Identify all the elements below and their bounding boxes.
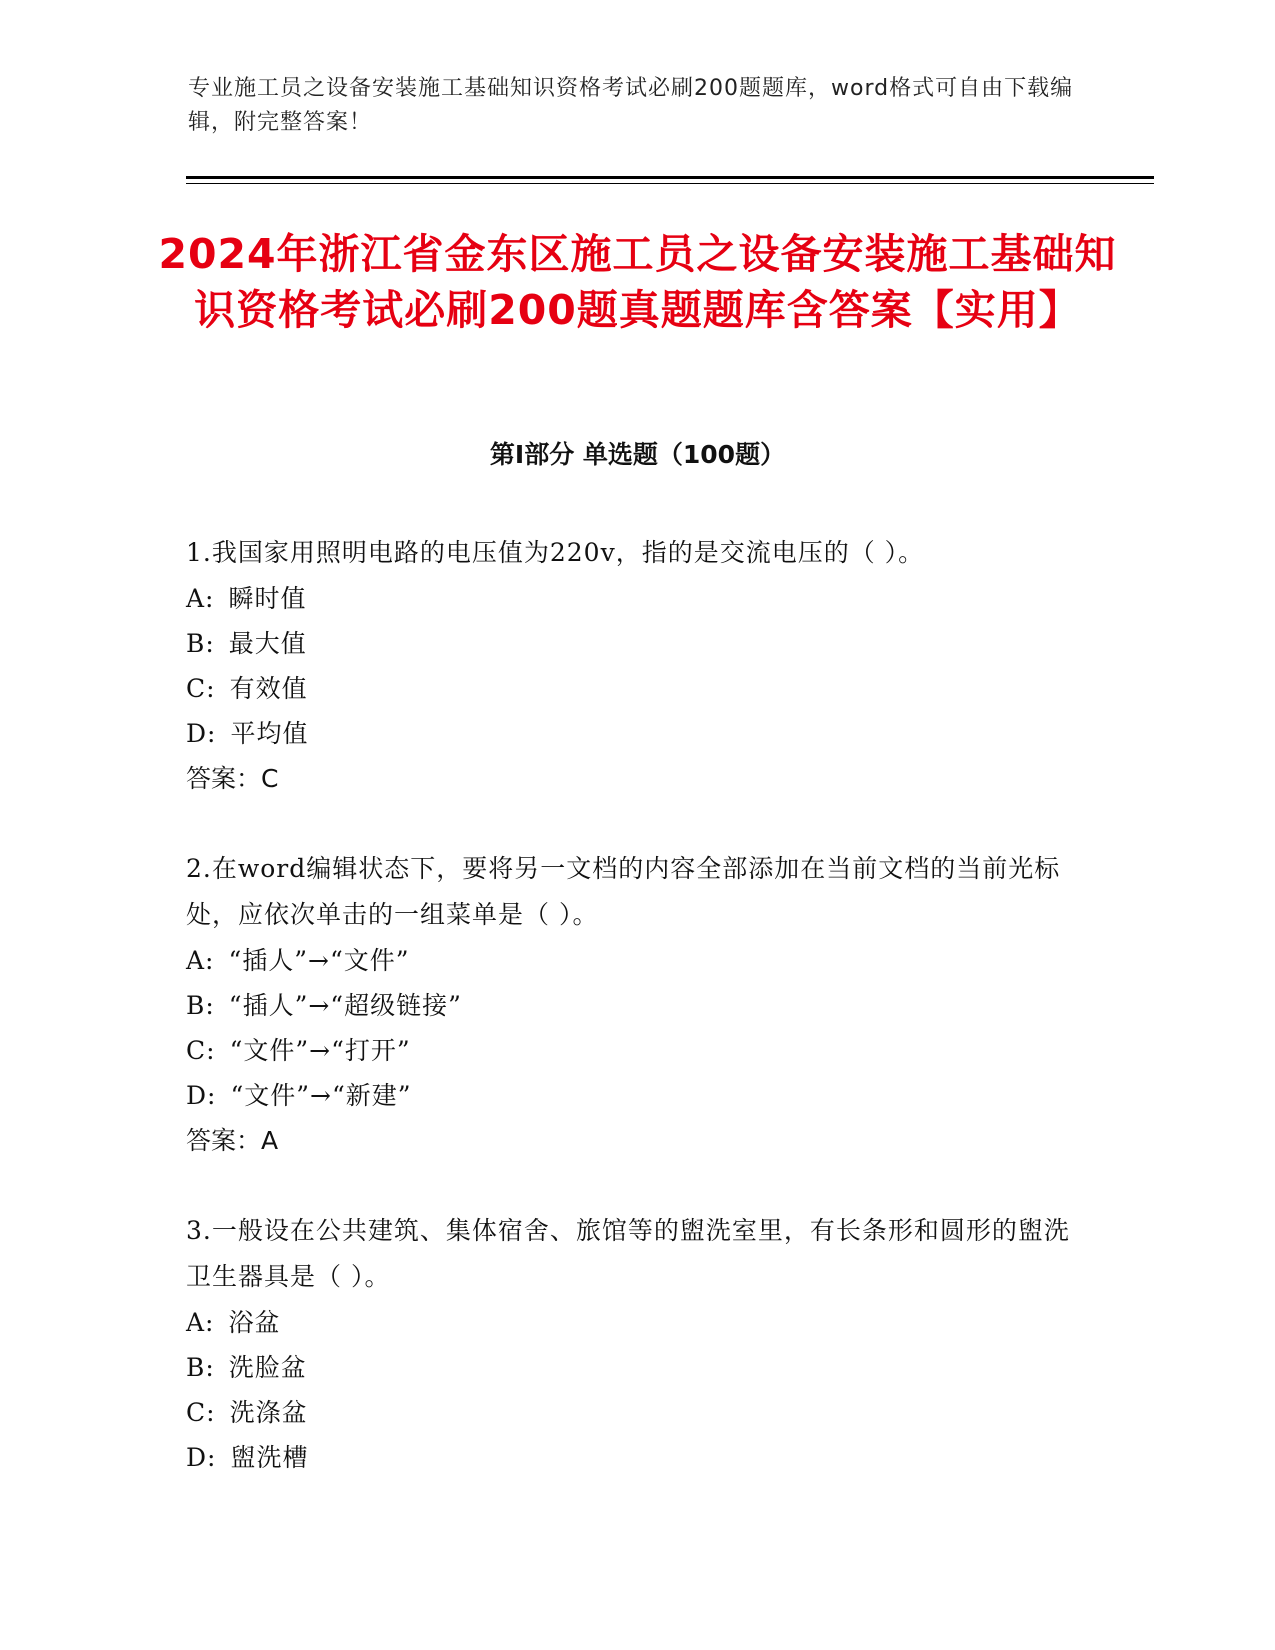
question-stem: 3.一般设在公共建筑、集体宿舍、旅馆等的盥洗室里，有长条形和圆形的盥洗卫生器具是（ ）。 — [186, 1216, 1070, 1291]
option-text: 有效值 — [229, 674, 308, 703]
answer-line: 答案：A — [186, 1126, 279, 1155]
question-2 — [186, 846, 1076, 1164]
option-letter: D: — [186, 1081, 217, 1110]
option-text: 瞬时值 — [228, 584, 307, 613]
option-a — [186, 938, 1076, 983]
question-list — [186, 530, 1076, 1524]
document-title: 2024年浙江省金东区施工员之设备安装施工基础知识资格考试必刷200题真题题库含答案【实用】 — [158, 230, 1117, 334]
header-divider-thin — [186, 183, 1154, 184]
option-letter: D: — [186, 719, 217, 748]
option-letter: B: — [186, 629, 215, 658]
option-a — [186, 576, 1076, 621]
option-text: 平均值 — [230, 719, 309, 748]
option-d — [186, 1073, 1076, 1118]
header-note: 专业施工员之设备安装施工基础知识资格考试必刷200题题库，word格式可自由下载编辑，附完整答案！ — [188, 76, 1074, 135]
option-letter: A: — [186, 1308, 215, 1337]
option-text: “文件”→“打开” — [229, 1036, 411, 1065]
answer-line: 答案：C — [186, 764, 279, 793]
question-3 — [186, 1208, 1076, 1480]
option-text: 洗脸盆 — [228, 1353, 307, 1382]
option-text: “文件”→“新建” — [230, 1081, 412, 1110]
option-text: 盥洗槽 — [230, 1443, 309, 1472]
option-c — [186, 1390, 1076, 1435]
option-c — [186, 666, 1076, 711]
option-letter: A: — [186, 946, 215, 975]
option-d — [186, 1435, 1076, 1480]
header-divider-thick — [186, 176, 1154, 179]
option-letter: C: — [186, 674, 216, 703]
option-a — [186, 1300, 1076, 1345]
question-stem: 2.在word编辑状态下，要将另一文档的内容全部添加在当前文档的当前光标处，应依次单击的一组菜单是（ ）。 — [186, 854, 1061, 929]
question-stem: 1.我国家用照明电路的电压值为220v，指的是交流电压的（ ）。 — [186, 538, 925, 567]
option-d — [186, 711, 1076, 756]
option-letter: A: — [186, 584, 215, 613]
option-letter: D: — [186, 1443, 217, 1472]
option-b — [186, 1345, 1076, 1390]
option-text: 洗涤盆 — [229, 1398, 308, 1427]
option-letter: C: — [186, 1398, 216, 1427]
option-letter: B: — [186, 1353, 215, 1382]
question-1 — [186, 530, 1076, 802]
option-c — [186, 1028, 1076, 1073]
option-text: “插人”→“超级链接” — [228, 991, 462, 1020]
option-letter: B: — [186, 991, 215, 1020]
option-b — [186, 983, 1076, 1028]
option-text: 最大值 — [228, 629, 307, 658]
option-b — [186, 621, 1076, 666]
option-text: “插人”→“文件” — [228, 946, 410, 975]
section-heading: 第Ⅰ部分 单选题（100题） — [489, 440, 786, 469]
option-letter: C: — [186, 1036, 216, 1065]
option-text: 浴盆 — [228, 1308, 281, 1337]
